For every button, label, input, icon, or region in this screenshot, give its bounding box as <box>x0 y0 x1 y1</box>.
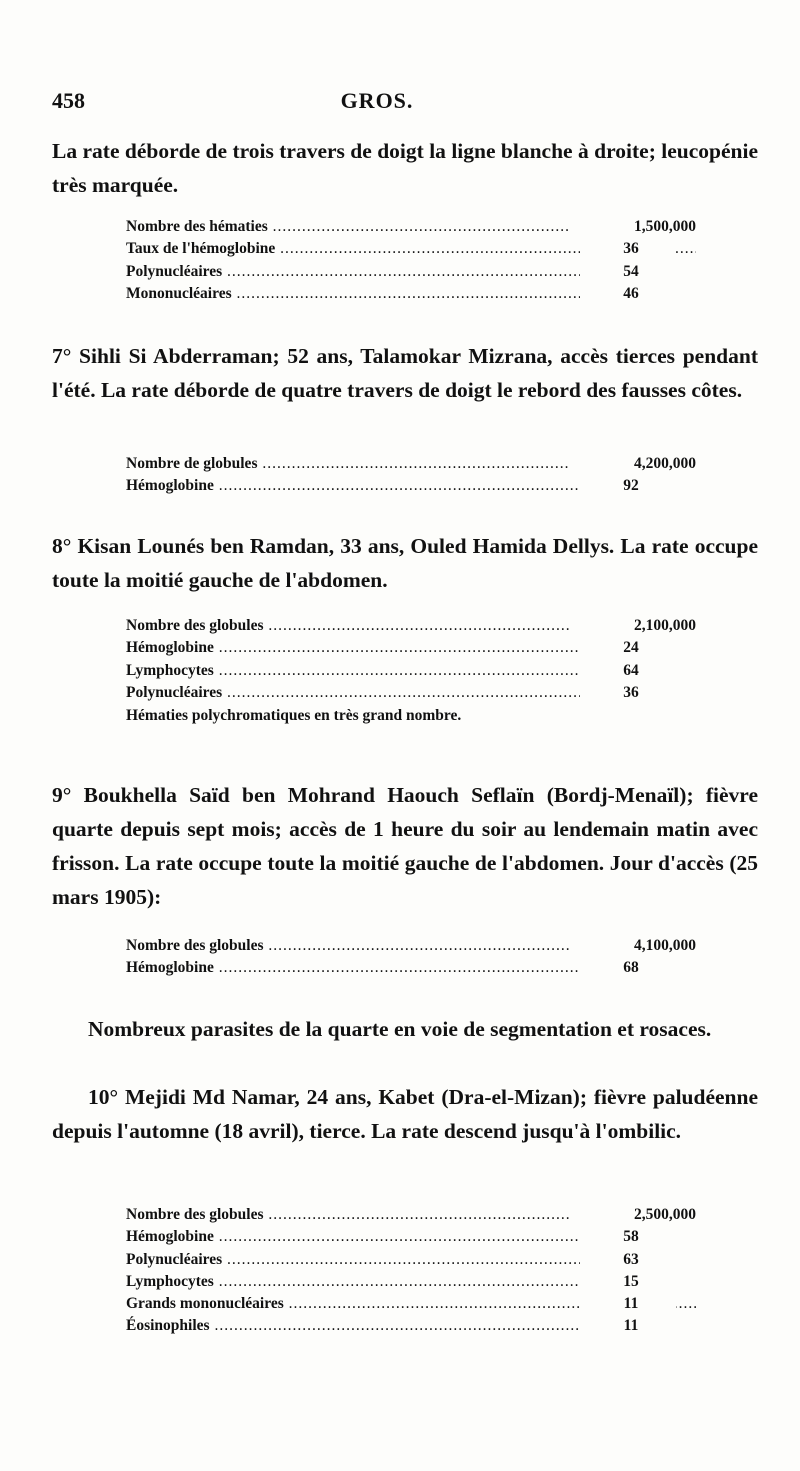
row-label: Taux de l'hémoglobine ..... <box>126 238 696 260</box>
blood-table-4 <box>126 935 696 980</box>
paragraph-parasites: Nombreux parasites de la quarte en voie de segmentation et rosaces. <box>88 1017 712 1041</box>
row-value: 11 <box>580 1293 676 1315</box>
table-row <box>126 1204 696 1226</box>
row-value: 1,500,000 <box>570 216 696 238</box>
table-row <box>126 1271 696 1293</box>
row-value: 24 <box>580 637 676 659</box>
row-value: 46 <box>580 283 676 305</box>
table-row <box>126 453 696 475</box>
row-value: 2,500,000 <box>570 1204 696 1226</box>
table-row <box>126 1293 696 1315</box>
row-label: Nombre des globules ..... <box>126 615 696 637</box>
row-label: Grands mononucléaires ..... <box>126 1293 696 1315</box>
paragraph-case-9: 9° Boukhella Saïd ben Mohrand Haouch Seflaïn (Bordj-Menaïl); fièvre quarte depuis sept mois; accès de 1 heure du soir au lendemain matin avec frisson. La rate occupe toute la moitié gauche de l'abdomen. Jour d'accès (25 mars 1905): <box>52 783 758 909</box>
table-row <box>126 957 696 979</box>
row-value: 36 <box>580 238 676 260</box>
row-label: Hémoglobine ..... <box>126 957 657 979</box>
paragraph-case-10: 10° Mejidi Md Namar, 24 ans, Kabet (Dra-el-Mizan); fièvre paludéenne depuis l'automne (18 avril), tierce. La rate descend jusqu'à l'ombilic. <box>52 1085 758 1143</box>
row-label: Mononucléaires ..... <box>126 283 675 305</box>
row-label: Nombre des hématies ..... <box>126 216 696 238</box>
row-value: 4,200,000 <box>570 453 696 475</box>
row-label: Polynucléaires ..... <box>126 261 666 283</box>
table-row <box>126 238 696 260</box>
table-row <box>126 637 696 659</box>
row-label: Lymphocytes ..... <box>126 660 657 682</box>
table-row <box>126 1315 696 1337</box>
table-row <box>126 1249 696 1271</box>
page-number: 458 <box>52 88 85 113</box>
table-row <box>126 615 696 637</box>
row-label: Éosinophiles ..... <box>126 1315 653 1337</box>
blood-table-2 <box>126 453 696 498</box>
row-label: Hémoglobine ..... <box>126 637 657 659</box>
row-label: Hémoglobine ..... <box>126 475 657 497</box>
row-value: 36 <box>580 682 676 704</box>
row-value: 68 <box>580 957 676 979</box>
table-row <box>126 261 696 283</box>
row-value: 2,100,000 <box>570 615 696 637</box>
blood-table-1 <box>126 216 696 305</box>
row-value: 11 <box>580 1315 676 1337</box>
blood-table-5 <box>126 1204 696 1338</box>
table-row <box>126 682 696 704</box>
table-note: Hématies polychromatiques en très grand nombre. <box>126 707 462 725</box>
row-value: 4,100,000 <box>570 935 696 957</box>
row-value: 58 <box>580 1226 676 1248</box>
row-value: 64 <box>580 660 676 682</box>
row-label: Nombre des globules ..... <box>126 1204 696 1226</box>
paragraph-spleen-leucopenia: La rate déborde de trois travers de doigt la ligne blanche à droite; leucopénie très marquée. <box>52 139 758 197</box>
running-title: GROS. <box>340 88 414 113</box>
table-row <box>126 660 696 682</box>
table-row <box>126 935 696 957</box>
page-header <box>52 88 702 118</box>
table-row <box>126 1226 696 1248</box>
paragraph-case-7: 7° Sihli Si Abderraman; 52 ans, Talamokar Mizrana, accès tierces pendant l'été. La rate déborde de quatre travers de doigt le rebord des fausses côtes. <box>52 344 758 402</box>
row-label: Nombre de globules ..... <box>126 453 696 475</box>
row-value: 63 <box>580 1249 676 1271</box>
row-value: 92 <box>580 475 676 497</box>
row-value: 15 <box>580 1271 676 1293</box>
blood-table-3 <box>126 615 696 728</box>
paragraph-case-8: 8° Kisan Lounés ben Ramdan, 33 ans, Ouled Hamida Dellys. La rate occupe toute la moitié gauche de l'abdomen. <box>52 534 758 592</box>
row-label: Polynucléaires ..... <box>126 682 666 704</box>
row-label: Nombre des globules ..... <box>126 935 696 957</box>
row-label: Hémoglobine ..... <box>126 1226 657 1248</box>
row-value: 54 <box>580 261 676 283</box>
table-row <box>126 475 696 497</box>
table-row <box>126 216 696 238</box>
row-label: Polynucléaires ..... <box>126 1249 666 1271</box>
table-row <box>126 283 696 305</box>
row-label: Lymphocytes ..... <box>126 1271 657 1293</box>
